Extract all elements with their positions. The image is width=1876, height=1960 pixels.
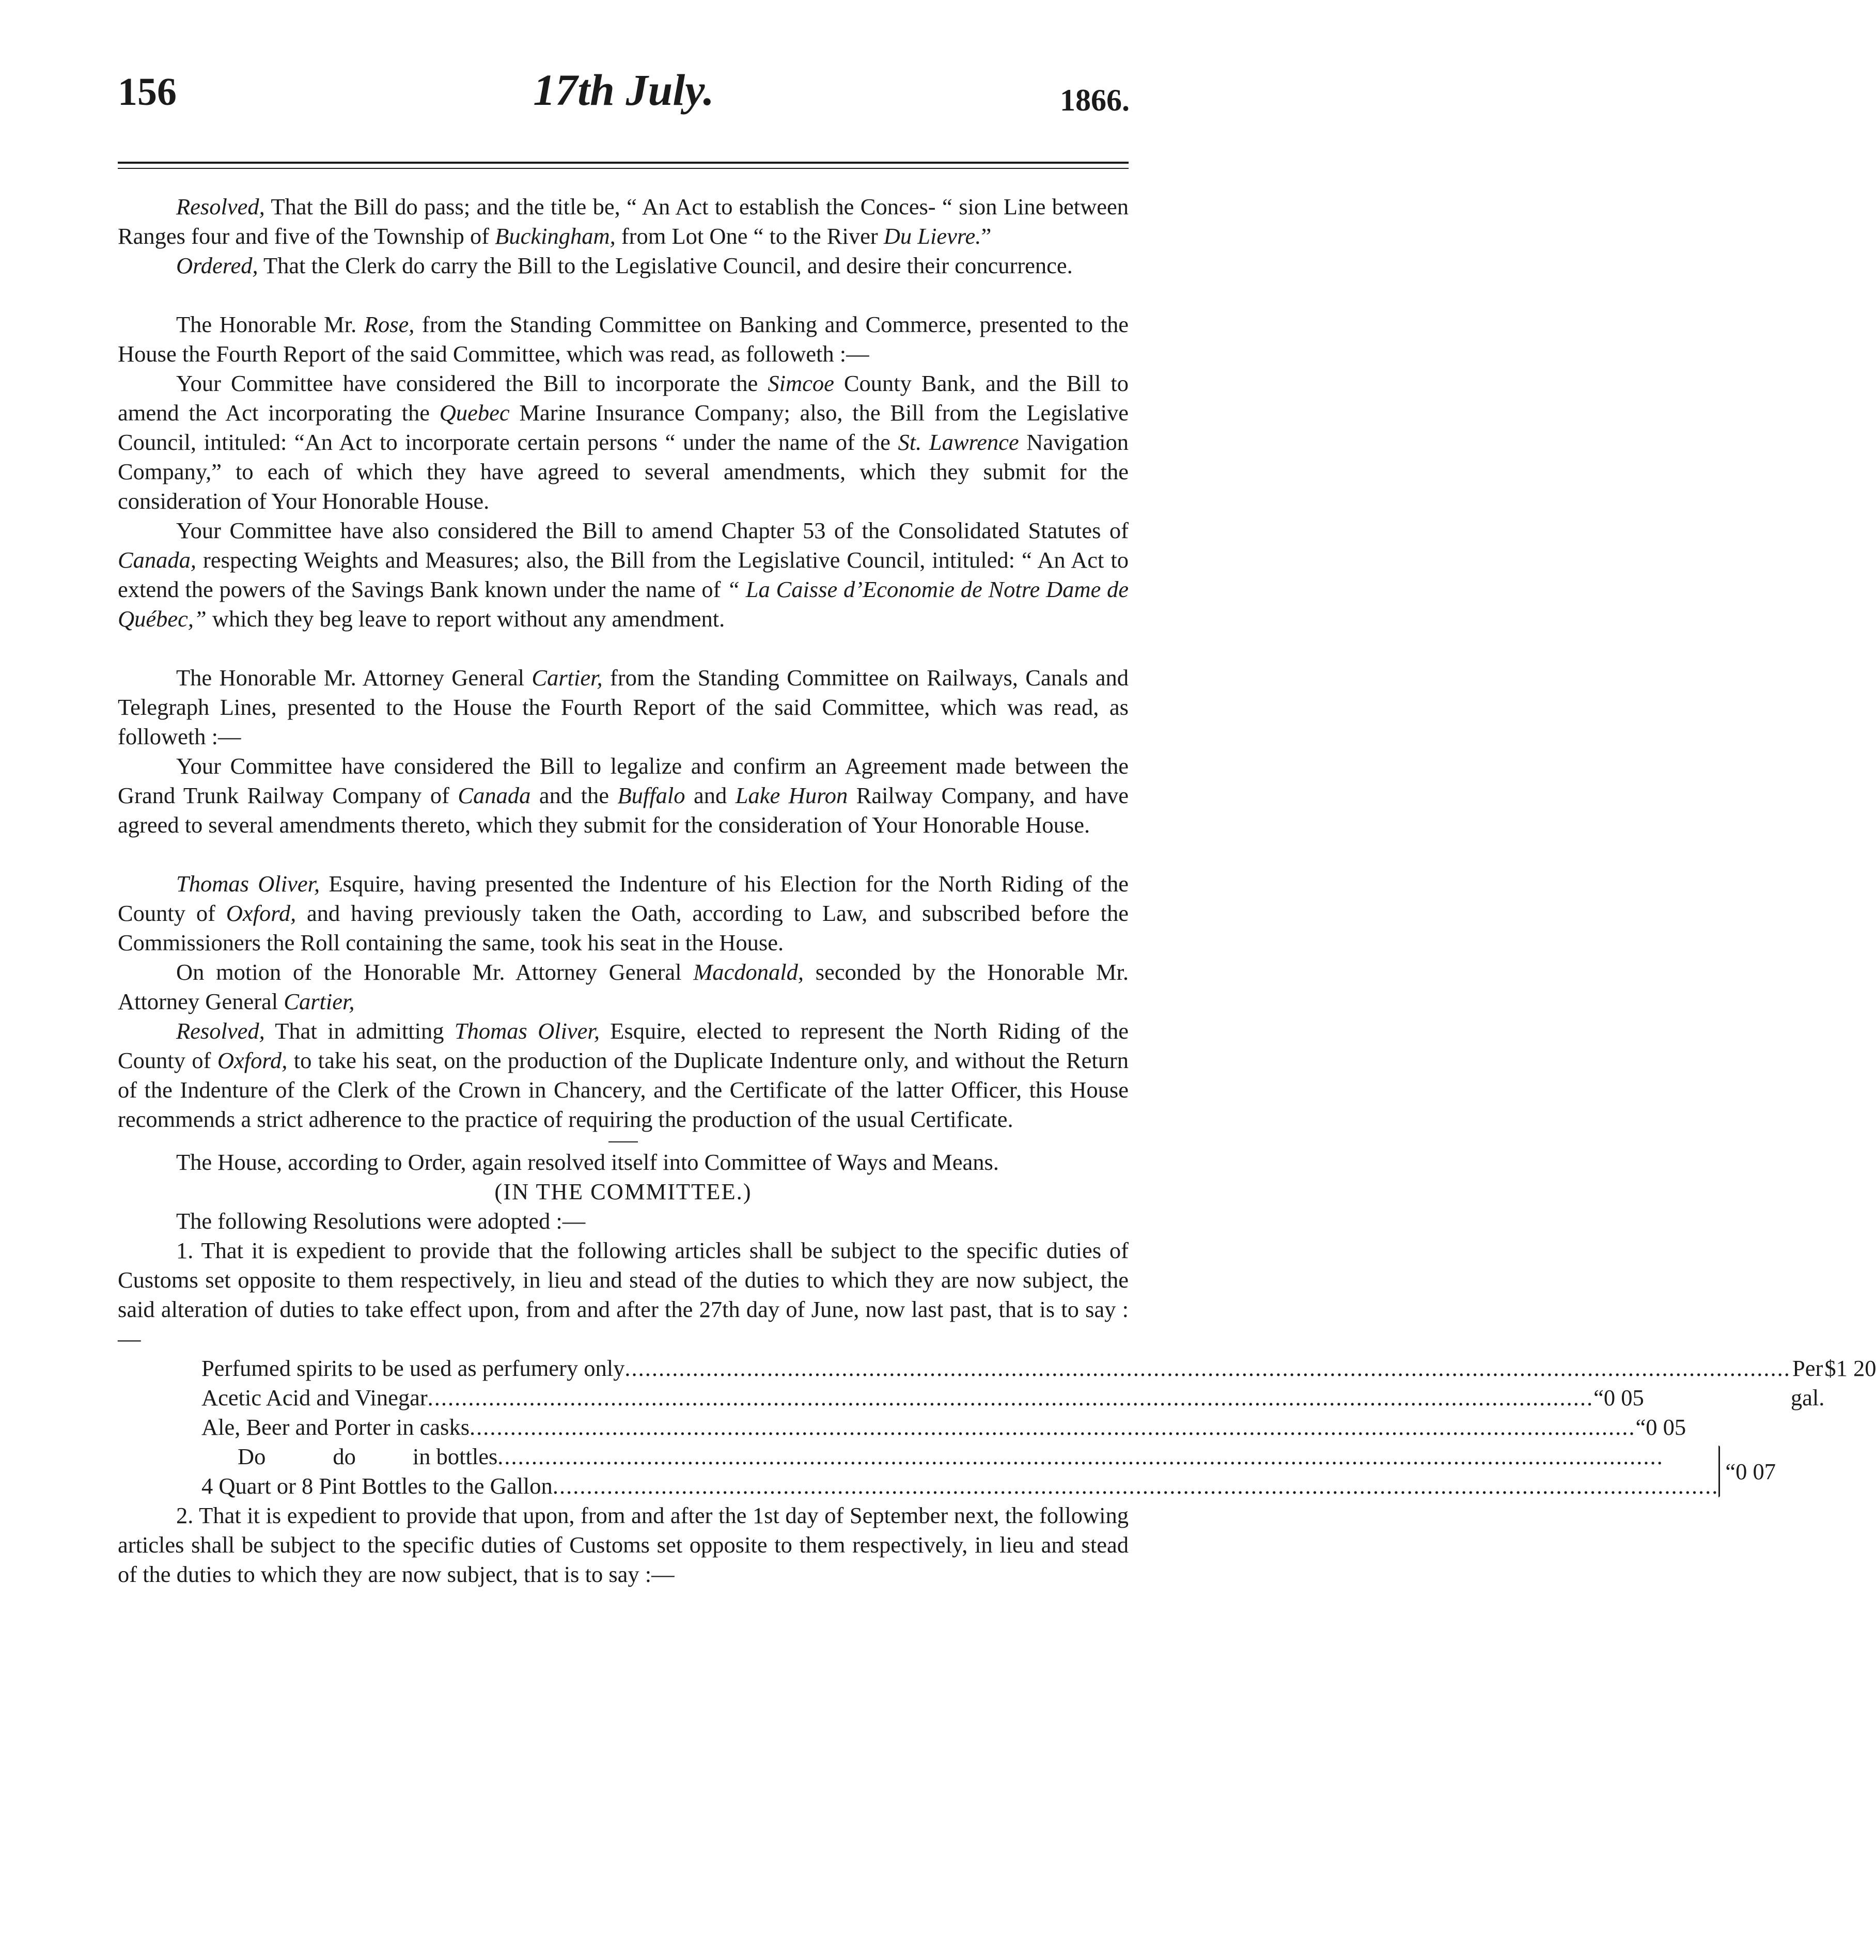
header-rule-thick <box>118 162 1129 164</box>
article-name: Acetic Acid and Vinegar <box>201 1385 428 1410</box>
duty-amount: 0 07 <box>1736 1458 1776 1484</box>
resolution-2: 2. That it is expedient to provide that upon, from and after the 1st day of September next, the following articles shall be subject to the specific duties of Customs set opposite to them respectively, in lieu and stead of the duties to which they are now subject, that is to say :— <box>118 1502 1129 1587</box>
article-name: Ale, Beer and Porter in casks <box>201 1414 470 1440</box>
duty-unit: Per gal. <box>1790 1355 1825 1410</box>
banking-committee-intro: The Honorable Mr. Rose, from the Standing Committee on Banking and Commerce, presented to the House the Fourth Report of the said Committee, which was read, as followeth :— <box>118 311 1129 367</box>
motion-paragraph: On motion of the Honorable Mr. Attorney General Macdonald, seconded by the Honorable Mr. Attorney General Cartier, <box>118 959 1129 1014</box>
resolved-paragraph: Resolved, That the Bill do pass; and the title be, “ An Act to establish the Conces- “ sion Line between Ranges four and five of the Township of Buckingham, from Lot One “ to the River Du Lievre.” <box>118 194 1129 249</box>
table-row <box>201 1383 1644 1413</box>
oliver-seat-paragraph: Thomas Oliver, Esquire, having presented the Indenture of his Election for the North Riding of the County of Oxford, and having previously taken the Oath, according to Law, and subscribed before the Commissioners the Roll containing the same, took his seat in the House. <box>118 871 1129 955</box>
article-name: Perfumed spirits to be used as perfumery only <box>201 1355 625 1381</box>
ditto-do: Do <box>238 1444 266 1469</box>
page-number: 156 <box>118 70 177 114</box>
banking-report-paragraph-2: Your Committee have also considered the Bill to amend Chapter 53 of the Consolidated Statutes of Canada, respecting Weights and Measures; also, the Bill from the Legislative Council, intituled: “ An Act to extend the powers of the Savings Bank known under the name of “ La Caisse d’Economie de Notre Dame de Québec,” which they beg leave to report without any amendment. <box>118 518 1129 632</box>
duties-table <box>201 1354 1876 1501</box>
running-head <box>118 65 1130 124</box>
in-committee-heading: (IN THE COMMITTEE.) <box>494 1179 752 1204</box>
ordered-paragraph: Ordered, That the Clerk do carry the Bill to the Legislative Council, and desire their concurrence. <box>176 253 1073 278</box>
banking-report-paragraph-1: Your Committee have considered the Bill to incorporate the Simcoe County Bank, and the Bill to amend the Act incorporating the Quebec Marine Insurance Company; also, the Bill from the Legislative Council, intituled: “An Act to incorporate certain persons “ under the name of the St. Lawrence Navigation Company,” to each of which they have agreed to several amendments, which they submit for the consideration of Your Honorable House. <box>118 370 1129 514</box>
duty-unit: “ <box>1725 1458 1736 1484</box>
section-divider <box>608 1141 638 1142</box>
railways-committee-intro: The Honorable Mr. Attorney General Cartier, from the Standing Committee on Railways, Canals and Telegraph Lines, presented to the House the Fourth Report of the said Committee, which was read, as followeth :— <box>118 665 1129 749</box>
duty-unit: “ <box>1635 1414 1646 1440</box>
page-date: 17th July. <box>533 65 714 115</box>
header-rule-thin <box>118 168 1129 169</box>
duty-amount: 0 05 <box>1646 1414 1686 1440</box>
duty-amount: $1 20 <box>1824 1355 1876 1381</box>
table-row <box>201 1442 1718 1471</box>
article-name: 4 Quart or 8 Pint Bottles to the Gallon <box>201 1473 553 1499</box>
ways-and-means-intro: The House, according to Order, again resolved itself into Committee of Ways and Means. <box>176 1149 999 1175</box>
ditto-do: do <box>333 1444 356 1469</box>
brace <box>1718 1446 1720 1497</box>
table-row <box>201 1471 1718 1501</box>
page-year: 1866. <box>1060 83 1130 117</box>
duty-unit: “ <box>1593 1385 1604 1410</box>
duty-amount: 0 05 <box>1603 1385 1644 1410</box>
oliver-resolved-paragraph: Resolved, That in admitting Thomas Oliver, Esquire, elected to represent the North Riding of the County of Oxford, to take his seat, on the production of the Duplicate Indenture only, and without the Return of the Indenture of the Clerk of the Crown in Chancery, and the Certificate of the latter Officer, this House recommends a strict adherence to the practice of requiring the production of the usual Certificate. <box>118 1018 1129 1132</box>
bottles-group <box>201 1442 1776 1501</box>
article-name: in bottles <box>412 1444 498 1469</box>
resolution-1: 1. That it is expedient to provide that the following articles shall be subject to the specific duties of Customs set opposite to them respectively, in lieu and stead of the duties to which they are now subject, the said alteration of duties to take effect upon, from and after the 27th day of June, now last past, that is to say :— <box>118 1237 1129 1352</box>
resolutions-adopted: The following Resolutions were adopted :— <box>176 1208 586 1234</box>
railways-report-paragraph: Your Committee have considered the Bill to legalize and confirm an Agreement made between the Grand Trunk Railway Company of Canada and the Buffalo and Lake Huron Railway Company, and have agreed to several amendments thereto, which they submit for the consideration of Your Honorable House. <box>118 753 1129 838</box>
journal-body <box>118 192 1876 1589</box>
table-row <box>201 1413 1686 1442</box>
